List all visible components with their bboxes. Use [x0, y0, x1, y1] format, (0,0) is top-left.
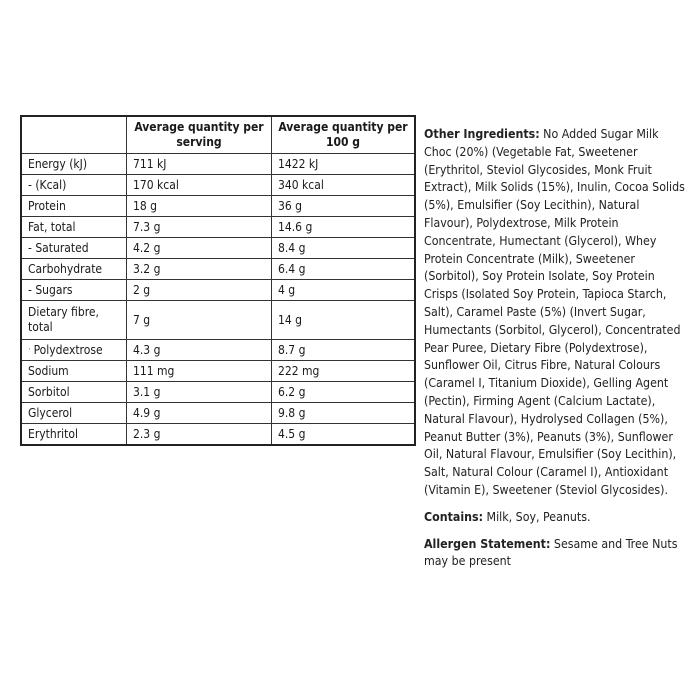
- row-serving: 4.2 g: [127, 238, 272, 259]
- table-row: [21, 403, 415, 424]
- table-row: [21, 340, 415, 361]
- row-per100: 36 g: [272, 196, 416, 217]
- row-per100: 4 g: [272, 280, 416, 301]
- row-per100: 14 g: [272, 301, 416, 340]
- bullet-dot-icon: ·: [28, 344, 31, 355]
- row-label: Dietary fibre, total: [21, 301, 127, 340]
- ingredients-panel: [424, 126, 688, 580]
- row-serving: 111 mg: [127, 361, 272, 382]
- table-row: [21, 361, 415, 382]
- row-label: Glycerol: [21, 403, 127, 424]
- row-per100: 9.8 g: [272, 403, 416, 424]
- row-per100: 6.4 g: [272, 259, 416, 280]
- row-label: Sorbitol: [21, 382, 127, 403]
- allergen-statement: [424, 536, 688, 572]
- contains-statement: [424, 509, 688, 527]
- row-per100: 1422 kJ: [272, 154, 416, 175]
- row-serving: 18 g: [127, 196, 272, 217]
- row-per100: 14.6 g: [272, 217, 416, 238]
- table-row: [21, 154, 415, 175]
- row-label: Protein: [21, 196, 127, 217]
- row-serving: 711 kJ: [127, 154, 272, 175]
- nutrition-table: [20, 115, 416, 446]
- table-row: [21, 175, 415, 196]
- table-row: [21, 301, 415, 340]
- row-serving: 4.9 g: [127, 403, 272, 424]
- table-row: [21, 382, 415, 403]
- other-ingredients-label: Other Ingredients:: [424, 127, 540, 141]
- row-label-cell: [21, 340, 127, 361]
- row-label: - Sugars: [21, 280, 127, 301]
- row-serving: 7.3 g: [127, 217, 272, 238]
- row-label: Polydextrose: [33, 342, 103, 357]
- row-label: - (Kcal): [21, 175, 127, 196]
- table-row: [21, 259, 415, 280]
- other-ingredients-text: No Added Sugar Milk Choc (20%) (Vegetable Fat, Sweetener (Erythritol, Steviol Glycosides, Monk Fruit Extract), Milk Solids (15%), Inulin, Cocoa Solids (5%), Emulsifier (Soy Lecithin), Natural Flavour), Polydextrose, Milk Protein Concentrate, Humectant (Glycerol), Whey Protein Concentrate (Milk), Sweetener (Sorbitol), Soy Protein Isolate, Soy Protein Crisps (Isolated Soy Protein, Tapioca Starch, Salt), Caramel Paste (5%) (Invert Sugar, Humectants (Sorbitol, Glycerol), Concentrated Pear Puree, Dietary Fibre (Polydextrose), Sunflower Oil, Citrus Fibre, Natural Colours (Caramel I, Titanium Dioxide), Gelling Agent (Pectin), Firming Agent (Calcium Lactate), Natural Flavour), Hydrolysed Collagen (5%), Peanut Butter (3%), Peanuts (3%), Sunflower Oil, Natural Flavour, Emulsifier (Soy Lecithin), Salt, Natural Colour (Caramel I), Antioxidant (Vitamin E), Sweetener (Steviol Glycosides).: [424, 127, 685, 497]
- row-serving: 4.3 g: [127, 340, 272, 361]
- row-serving: 2 g: [127, 280, 272, 301]
- row-serving: 7 g: [127, 301, 272, 340]
- row-serving: 170 kcal: [127, 175, 272, 196]
- table-row: [21, 217, 415, 238]
- row-per100: 340 kcal: [272, 175, 416, 196]
- row-serving: 2.3 g: [127, 424, 272, 446]
- table-header-row: [21, 116, 415, 154]
- other-ingredients: [424, 126, 688, 500]
- row-label: Erythritol: [21, 424, 127, 446]
- allergen-text: Sesame and Tree Nuts may be present: [424, 536, 678, 569]
- table-row: [21, 196, 415, 217]
- row-label: Energy (kJ): [21, 154, 127, 175]
- contains-label: Contains:: [424, 509, 484, 524]
- row-serving: 3.1 g: [127, 382, 272, 403]
- row-label: Carbohydrate: [21, 259, 127, 280]
- row-serving: 3.2 g: [127, 259, 272, 280]
- contains-text: Milk, Soy, Peanuts.: [483, 509, 591, 524]
- header-per-100g: Average quantity per 100 g: [272, 116, 416, 154]
- row-per100: 222 mg: [272, 361, 416, 382]
- header-empty: [21, 116, 127, 154]
- table-row: [21, 280, 415, 301]
- allergen-label: Allergen Statement:: [424, 536, 551, 551]
- row-per100: 4.5 g: [272, 424, 416, 446]
- row-label: Sodium: [21, 361, 127, 382]
- table-row: [21, 424, 415, 446]
- row-per100: 6.2 g: [272, 382, 416, 403]
- row-label: - Saturated: [21, 238, 127, 259]
- header-per-serving: Average quantity per serving: [127, 116, 272, 154]
- table-row: [21, 238, 415, 259]
- row-label: Fat, total: [21, 217, 127, 238]
- row-per100: 8.4 g: [272, 238, 416, 259]
- row-per100: 8.7 g: [272, 340, 416, 361]
